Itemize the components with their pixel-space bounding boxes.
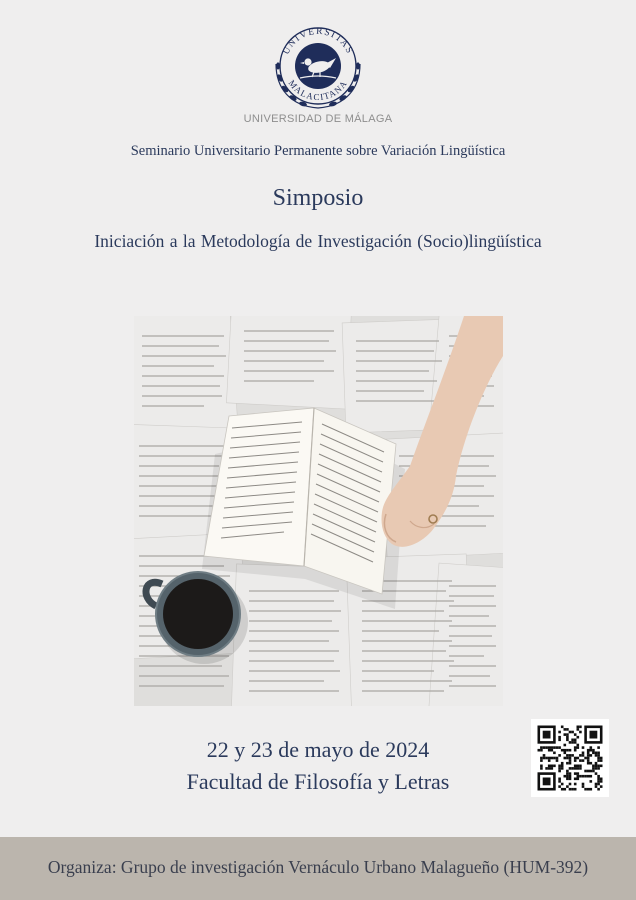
svg-text:MALACITANA: MALACITANA [286, 78, 350, 103]
qr-code-icon[interactable] [531, 719, 609, 797]
footer-bar [0, 837, 636, 900]
event-subtitle: Iniciación a la Metodología de Investigación (Socio)lingüística [94, 231, 542, 251]
event-venue: Facultad de Filosofía y Letras [186, 769, 450, 794]
organizer-line: Organiza: Grupo de investigación Vernáculo Urbano Malagueño (HUM-392) [47, 857, 589, 877]
university-seal-logo [270, 18, 366, 114]
svg-text:UNIVERSITAS: UNIVERSITAS [281, 26, 355, 57]
seminar-line: Seminario Universitario Permanente sobre Variación Lingüística [130, 143, 506, 159]
book-coffee-photo [134, 316, 503, 706]
event-dates: 22 y 23 de mayo de 2024 [206, 737, 430, 762]
university-name: UNIVERSIDAD DE MÁLAGA [243, 113, 393, 125]
event-title: Simposio [272, 185, 364, 211]
